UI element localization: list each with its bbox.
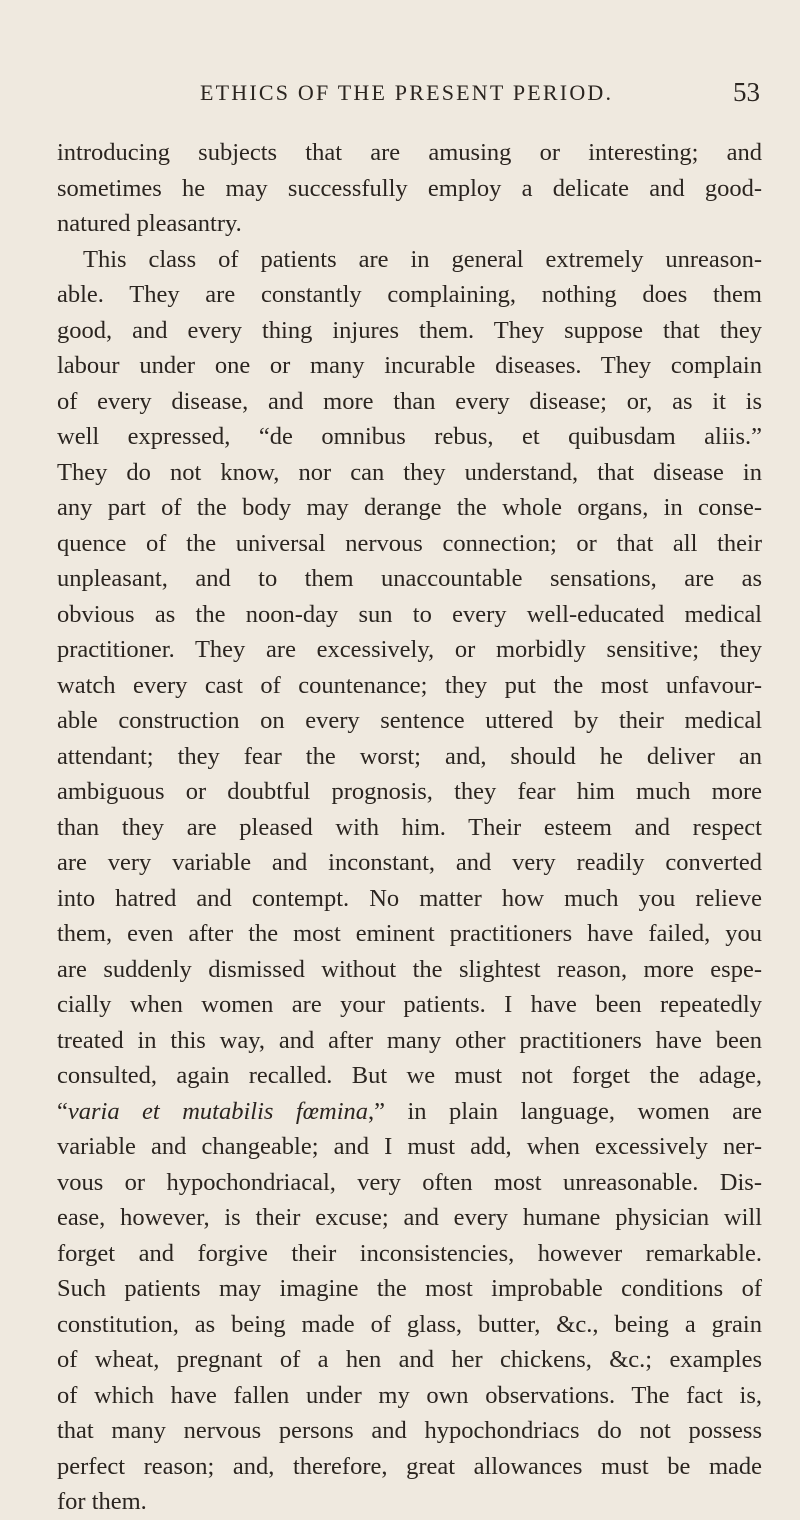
- text-line: well expressed, “de omnibus rebus, et quibusdam aliis.”: [57, 423, 762, 450]
- running-title: ETHICS OF THE PRESENT PERIOD.: [200, 80, 614, 105]
- text-line: “varia et mutabilis fœmina,” in plain language, women are: [57, 1097, 762, 1125]
- text-line: for them.: [57, 1488, 147, 1515]
- text-line: perfect reason; and, therefore, great allowances must be made: [57, 1452, 762, 1480]
- text-line: them, even after the most eminent practitioners have failed, you: [57, 920, 762, 947]
- page-number: 53: [733, 77, 760, 107]
- text-line: attendant; they fear the worst; and, should he deliver an: [57, 742, 762, 770]
- text-line: introducing subjects that are amusing or interesting; and: [57, 139, 762, 166]
- text-line: forget and forgive their inconsistencies, however remarkable.: [57, 1239, 762, 1267]
- text-line: of wheat, pregnant of a hen and her chickens, &c.; examples: [57, 1346, 762, 1373]
- text-line: Such patients may imagine the most improbable conditions of: [57, 1275, 762, 1302]
- text-line: any part of the body may derange the whole organs, in conse-: [57, 494, 762, 521]
- text-line: constitution, as being made of glass, butter, &c., being a grain: [57, 1310, 762, 1338]
- text-line: obvious as the noon-day sun to every well-educated medical: [57, 600, 762, 628]
- text-line: are very variable and inconstant, and very readily converted: [57, 849, 762, 876]
- text-line: quence of the universal nervous connection; or that all their: [57, 529, 762, 557]
- text-line: consulted, again recalled. But we must not forget the adage,: [57, 1062, 762, 1089]
- text-line: able construction on every sentence uttered by their medical: [57, 707, 762, 734]
- text-line: practitioner. They are excessively, or morbidly sensitive; they: [57, 636, 762, 663]
- running-head: [200, 77, 760, 120]
- paragraph-start-line: This class of patients are in general extremely unreason-: [83, 245, 762, 273]
- text-line: of which have fallen under my own observations. The fact is,: [57, 1381, 762, 1409]
- text-line: cially when women are your patients. I have been repeatedly: [57, 991, 762, 1018]
- text-line: vous or hypochondriacal, very often most unreasonable. Dis-: [57, 1168, 762, 1196]
- text-line: into hatred and contempt. No matter how much you relieve: [57, 884, 762, 912]
- text-line: watch every cast of countenance; they put the most unfavour-: [57, 671, 762, 699]
- text-line: They do not know, nor can they understand, that disease in: [57, 458, 762, 486]
- text-line: treated in this way, and after many other practitioners have been: [57, 1026, 762, 1054]
- text-line: good, and every thing injures them. They suppose that they: [57, 316, 762, 344]
- text-line: labour under one or many incurable diseases. They complain: [57, 352, 762, 379]
- text-line: are suddenly dismissed without the slightest reason, more espe-: [57, 955, 762, 983]
- text-line: than they are pleased with him. Their esteem and respect: [57, 813, 762, 841]
- text-line: unpleasant, and to them unaccountable sensations, are as: [57, 565, 762, 592]
- text-line: that many nervous persons and hypochondriacs do not possess: [57, 1417, 762, 1444]
- text-line: ease, however, is their excuse; and every humane physician will: [57, 1204, 762, 1231]
- text-line: of every disease, and more than every disease; or, as it is: [57, 387, 762, 415]
- latin-phrase: varia et mutabilis fœmina: [67, 1097, 369, 1125]
- text-line: ambiguous or doubtful prognosis, they fear him much more: [57, 778, 762, 805]
- text-line: able. They are constantly complaining, nothing does them: [57, 281, 762, 308]
- body-text: [57, 135, 762, 1520]
- text-line: sometimes he may successfully employ a delicate and good-: [57, 174, 762, 202]
- text-line: natured pleasantry.: [57, 210, 242, 237]
- text-line: variable and changeable; and I must add, when excessively ner-: [57, 1133, 762, 1160]
